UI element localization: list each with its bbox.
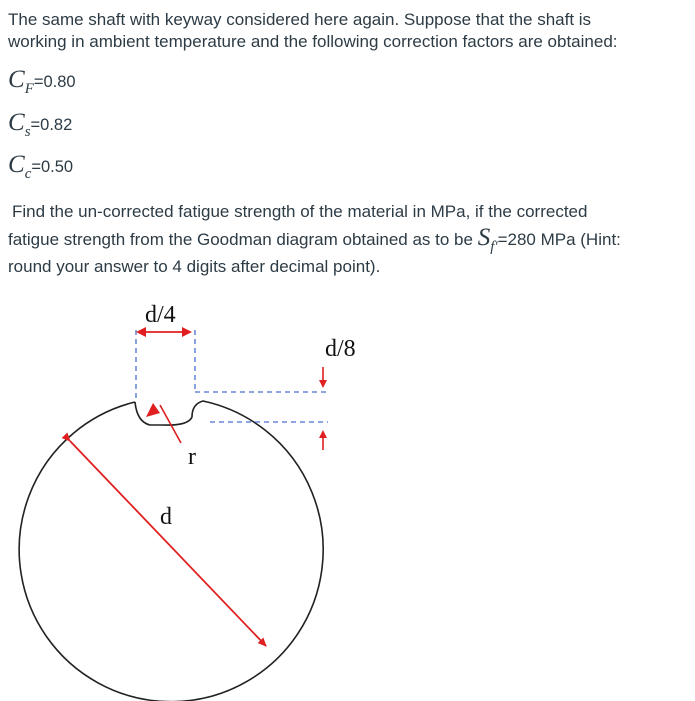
factor-cs-value: =0.82 [30,116,73,134]
intro-line-1: The same shaft with keyway considered here again. Suppose that the shaft is [8,10,592,29]
factor-cs-symbol: C [8,109,25,136]
question-paragraph [8,199,692,280]
shaft-outline [19,401,323,701]
label-d8: d/8 [325,336,356,362]
factor-cc-symbol: C [8,151,25,178]
factor-cf-subscript: F [24,81,34,97]
intro-line-2: working in ambient temperature and the following correction factors are obtained: [8,32,618,51]
factor-cs-subscript: s [24,124,31,140]
factor-cf [8,66,76,97]
question-symbol: S [477,224,491,251]
d8-bottom-arrowhead [319,430,327,438]
d4-left-arrowhead [136,327,146,337]
factor-cf-value: =0.80 [33,73,76,91]
question-line-2-end: =280 MPa (Hint: [497,230,621,249]
fillet-radius-arrowhead [146,403,160,417]
label-d4: d/4 [145,302,176,328]
shaft-keyway-diagram [0,290,695,701]
intro-paragraph [8,9,692,53]
question-line-1: Find the un-corrected fatigue strength of the material in MPa, if the corrected [12,202,588,221]
label-d: d [160,504,172,530]
d8-top-arrowhead [319,380,327,388]
question-subscript: f' [490,239,498,255]
question-line-3: round your answer to 4 digits after decimal point). [8,257,381,276]
factor-cs [8,109,73,140]
factor-cc [8,151,74,182]
factor-cc-value: =0.50 [31,158,74,176]
factor-cc-subscript: c [24,166,32,182]
label-r: r [188,444,196,470]
question-line-2-start: fatigue strength from the Goodman diagram obtained as to be [8,230,478,249]
factor-cf-symbol: C [8,66,25,93]
d4-right-arrowhead [182,327,192,337]
diameter-line [70,441,266,646]
